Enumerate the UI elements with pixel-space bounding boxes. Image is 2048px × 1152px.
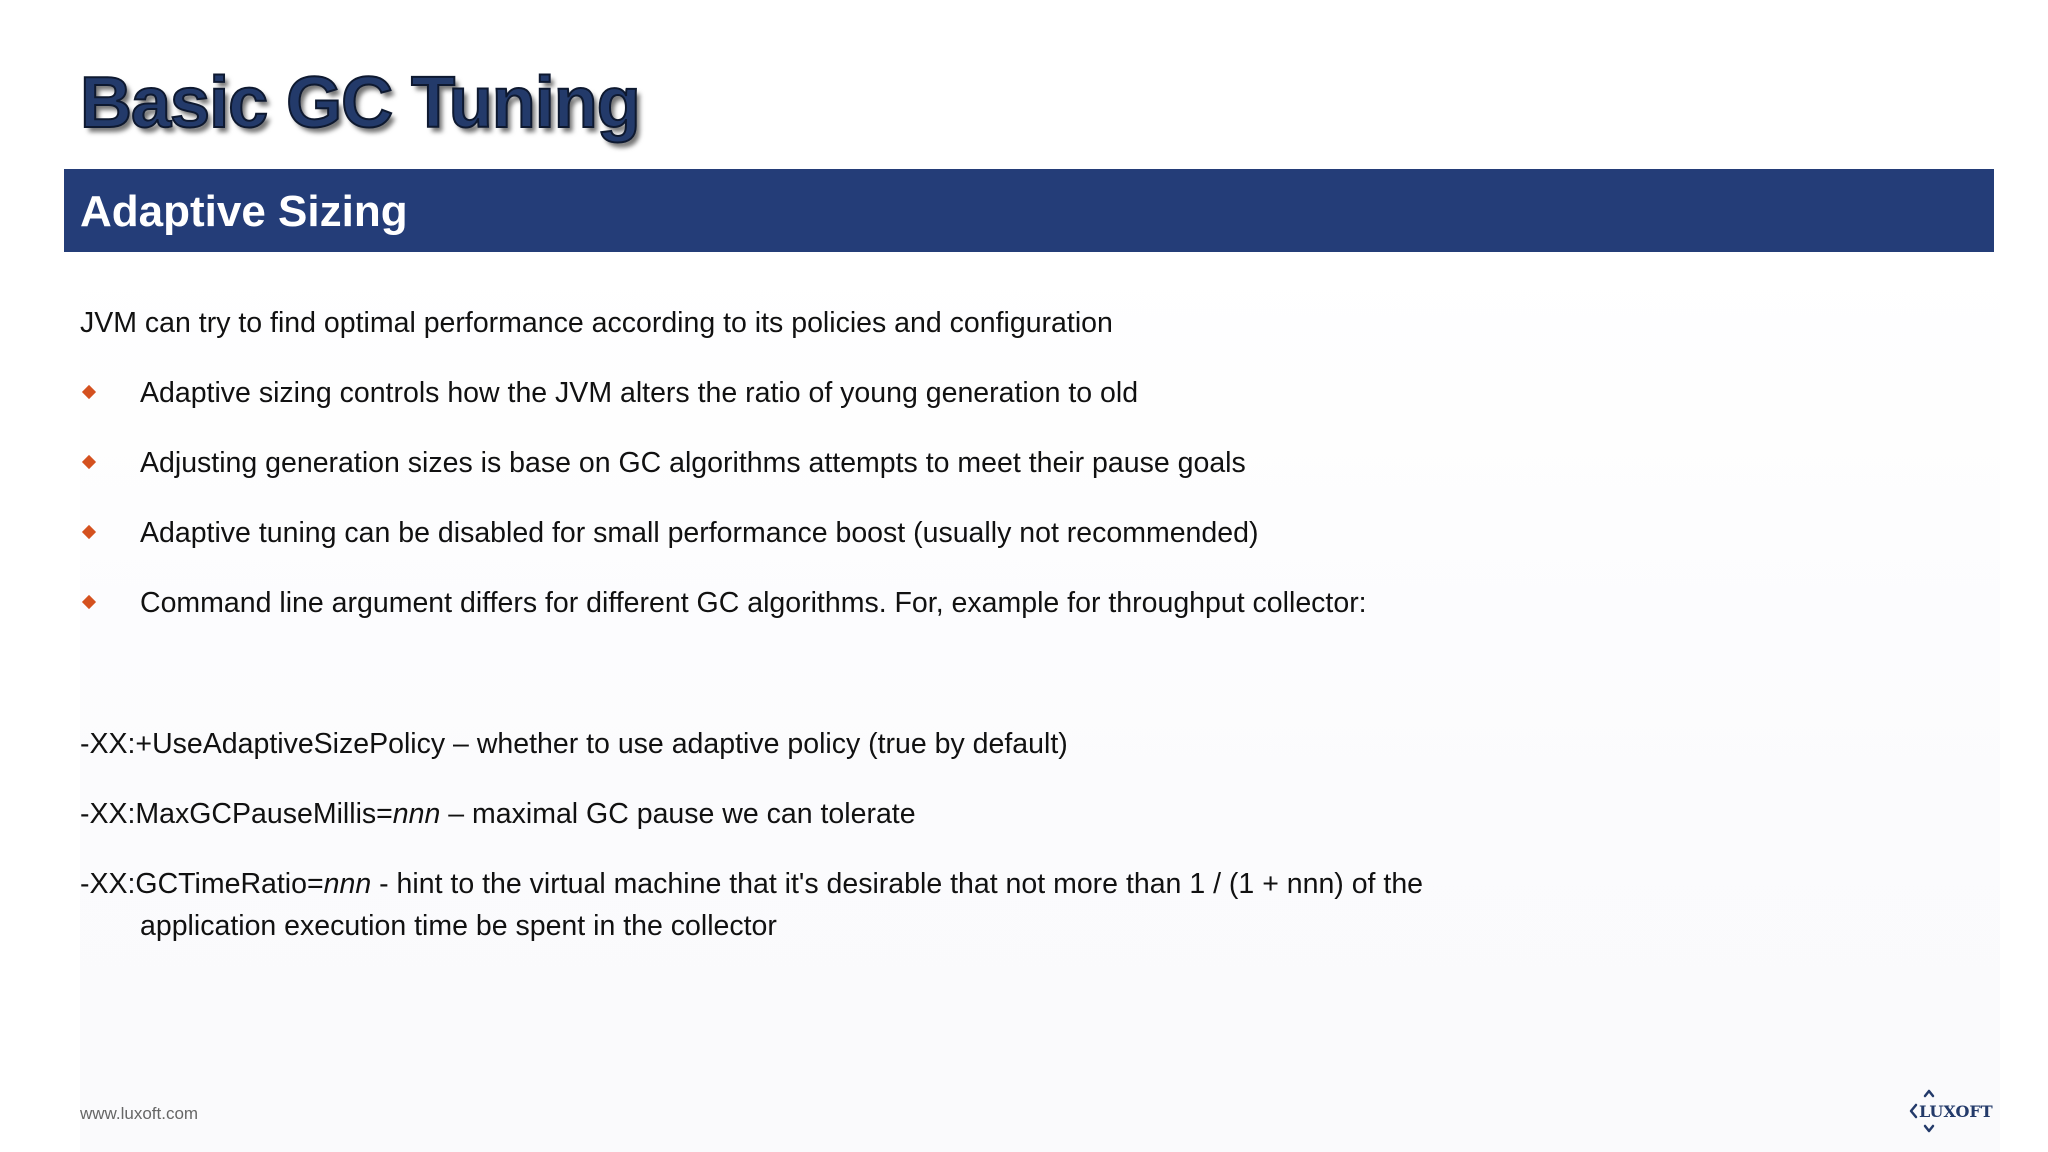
section-header-bar: [64, 169, 1994, 252]
option-description: – maximal GC pause we can tolerate: [440, 798, 916, 830]
option-description: – whether to use adaptive policy (true by default): [445, 728, 1068, 760]
bullet-text: Adaptive sizing controls how the JVM alters the ratio of young generation to old: [140, 377, 1139, 409]
option-name: -XX:GCTimeRatio=: [80, 868, 324, 900]
logo-text: LUXOFT: [1919, 1102, 1993, 1121]
option-value-placeholder: nnn: [323, 868, 372, 900]
option-description: - hint to the virtual machine that it's desirable that not more than 1 / (1 + nnn) of the: [371, 868, 1424, 900]
bullet-text: Command line argument differs for different GC algorithms. For, example for throughput collector:: [140, 587, 1367, 619]
option-name: -XX:MaxGCPauseMillis=: [80, 798, 393, 830]
slide-title: Basic GC Tuning: [80, 63, 640, 143]
intro-text: JVM can try to find optimal performance according to its policies and configuration: [80, 307, 1113, 339]
option-line: [80, 793, 916, 835]
option-value-placeholder: nnn: [392, 798, 441, 830]
option-name: -XX:+UseAdaptiveSizePolicy: [80, 728, 446, 760]
section-title: Adaptive Sizing: [80, 187, 408, 236]
option-description-continuation: application execution time be spent in the collector: [140, 910, 777, 942]
luxoft-logo-icon: [1908, 1086, 1998, 1136]
option-line: [80, 863, 1423, 947]
bullet-text: Adjusting generation sizes is base on GC algorithms attempts to meet their pause goals: [140, 447, 1246, 479]
option-line: [80, 723, 1068, 765]
footer-url: www.luxoft.com: [80, 1104, 199, 1123]
bullet-text: Adaptive tuning can be disabled for small performance boost (usually not recommended): [140, 517, 1259, 549]
